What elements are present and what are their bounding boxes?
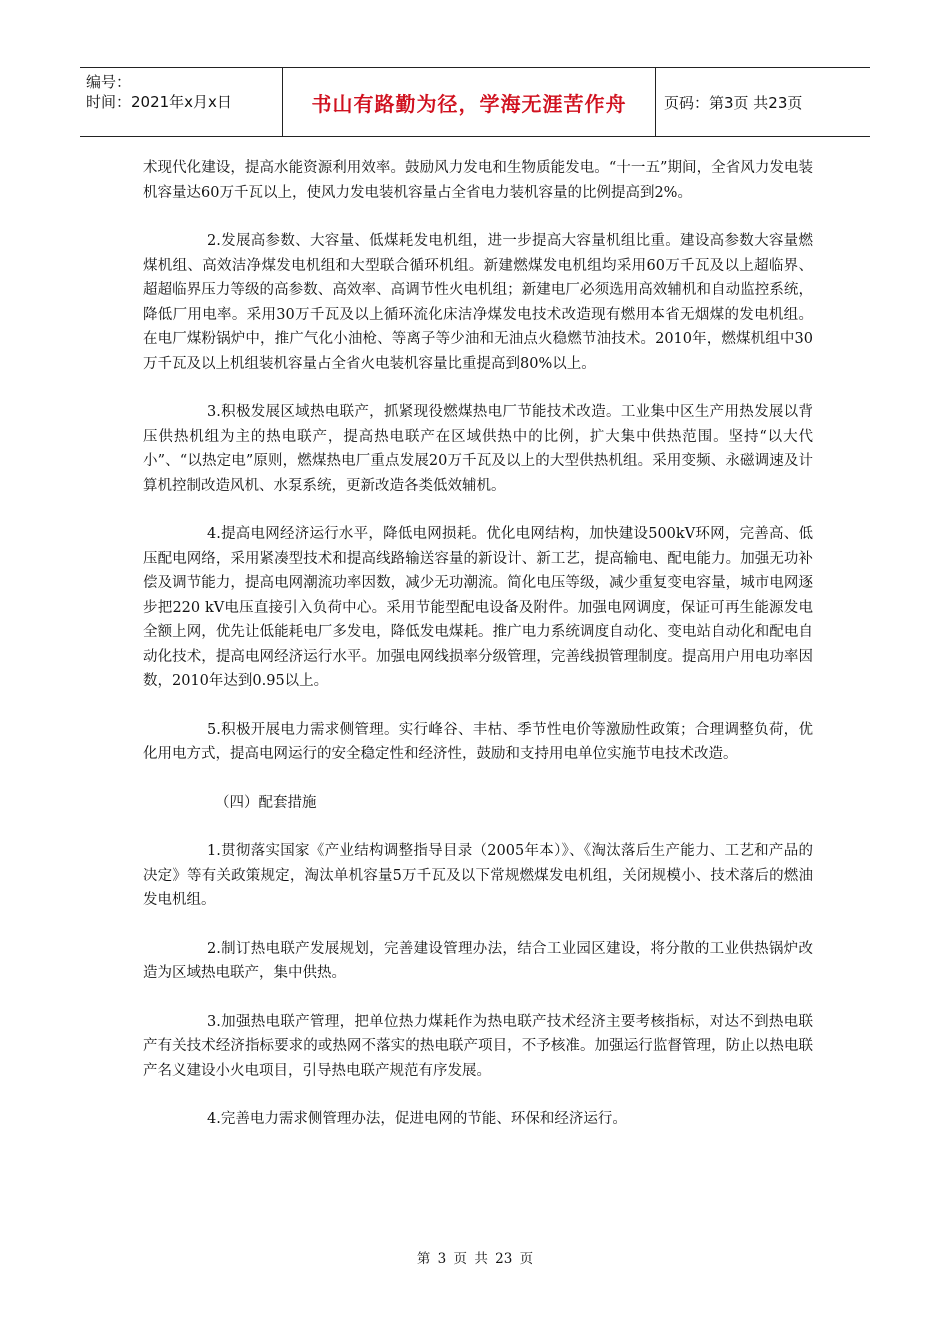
header-meta bbox=[80, 68, 282, 136]
body-paragraph: 3.积极发展区域热电联产，抓紧现役燃煤热电厂节能技术改造。工业集中区生产用热发展以背压供热机组为主的热电联产，提高热电联产在区域供热中的比例，扩大集中供热范围。坚持“以大代小”、“以热定电”原则，燃煤热电厂重点发展20万千瓦及以上的大型供热机组。采用变频、永磁调速及计算机控制改造风机、水泵系统，更新改造各类低效辅机。 bbox=[143, 404, 813, 494]
header-motto: 书山有路勤为径，学海无涯苦作舟 bbox=[282, 68, 656, 136]
body-paragraph: 1.贯彻落实国家《产业结构调整指导目录（2005年本）》、《淘汰落后生产能力、工艺和产品的决定》等有关政策规定，淘汰单机容量5万千瓦及以下常规燃煤发电机组，关闭规模小、技术落后的燃油发电机组。 bbox=[143, 843, 813, 908]
document-number-label: 编号： bbox=[86, 73, 132, 91]
body-paragraph: 4.完善电力需求侧管理办法，促进电网的节能、环保和经济运行。 bbox=[207, 1111, 627, 1127]
body-paragraph: 术现代化建设，提高水能资源利用效率。鼓励风力发电和生物质能发电。“十一五”期间，全省风力发电装机容量达60万千瓦以上，使风力发电装机容量占全省电力装机容量的比例提高到2%。 bbox=[143, 160, 813, 201]
document-body bbox=[143, 156, 813, 1156]
body-paragraph: 4.提高电网经济运行水平，降低电网损耗。优化电网结构，加快建设500kV环网，完善高、低压配电网络，采用紧凑型技术和提高线路输送容量的新设计、新工艺，提高输电、配电能力。加强无功补偿及调节能力，提高电网潮流功率因数，减少无功潮流。简化电压等级，减少重复变电容量，城市电网逐步把220 kV电压直接引入负荷中心。采用节能型配电设备及附件。加强电网调度，保证可再生能源发电全额上网，优先让低能耗电厂多发电，降低发电煤耗。推广电力系统调度自动化、变电站自动化和配电自动化技术，提高电网经济运行水平。加强电网线损率分级管理，完善线损管理制度。提高用户用电功率因数，2010年达到0.95以上。 bbox=[143, 526, 813, 689]
body-paragraph: 2.发展高参数、大容量、低煤耗发电机组，进一步提高大容量机组比重。建设高参数大容量燃煤机组、高效洁净煤发电机组和大型联合循环机组。新建燃煤发电机组均采用60万千瓦及以上超临界、超超临界压力等级的高参数、高效率、高调节性火电机组；新建电厂必须选用高效辅机和自动监控系统，降低厂用电率。采用30万千瓦及以上循环流化床洁净煤发电技术改造现有燃用本省无烟煤的发电机组。在电厂煤粉锅炉中，推广气化小油枪、等离子等少油和无油点火稳燃节油技术。2010年，燃煤机组中30万千瓦及以上机组装机容量占全省火电装机容量比重提高到80%以上。 bbox=[143, 233, 813, 372]
page-header bbox=[80, 67, 870, 137]
document-date: 时间：2021年x月x日 bbox=[86, 93, 232, 111]
header-page-info: 页码：第3页 共23页 bbox=[664, 93, 803, 112]
body-paragraph: 5.积极开展电力需求侧管理。实行峰谷、丰枯、季节性电价等激励性政策；合理调整负荷，优化用电方式，提高电网运行的安全稳定性和经济性，鼓励和支持用电单位实施节电技术改造。 bbox=[143, 721, 813, 762]
body-paragraph: 3.加强热电联产管理，把单位热力煤耗作为热电联产技术经济主要考核指标，对达不到热电联产有关技术经济指标要求的或热网不落实的热电联产项目，不予核准。加强运行监督管理，防止以热电联产名义建设小火电项目，引导热电联产规范有序发展。 bbox=[143, 1013, 813, 1079]
section-heading: （四）配套措施 bbox=[215, 794, 317, 811]
body-paragraph: 2.制订热电联产发展规划，完善建设管理办法，结合工业园区建设，将分散的工业供热锅炉改造为区域热电联产，集中供热。 bbox=[143, 940, 813, 981]
page-footer: 第 3 页 共 23 页 bbox=[416, 1251, 534, 1267]
